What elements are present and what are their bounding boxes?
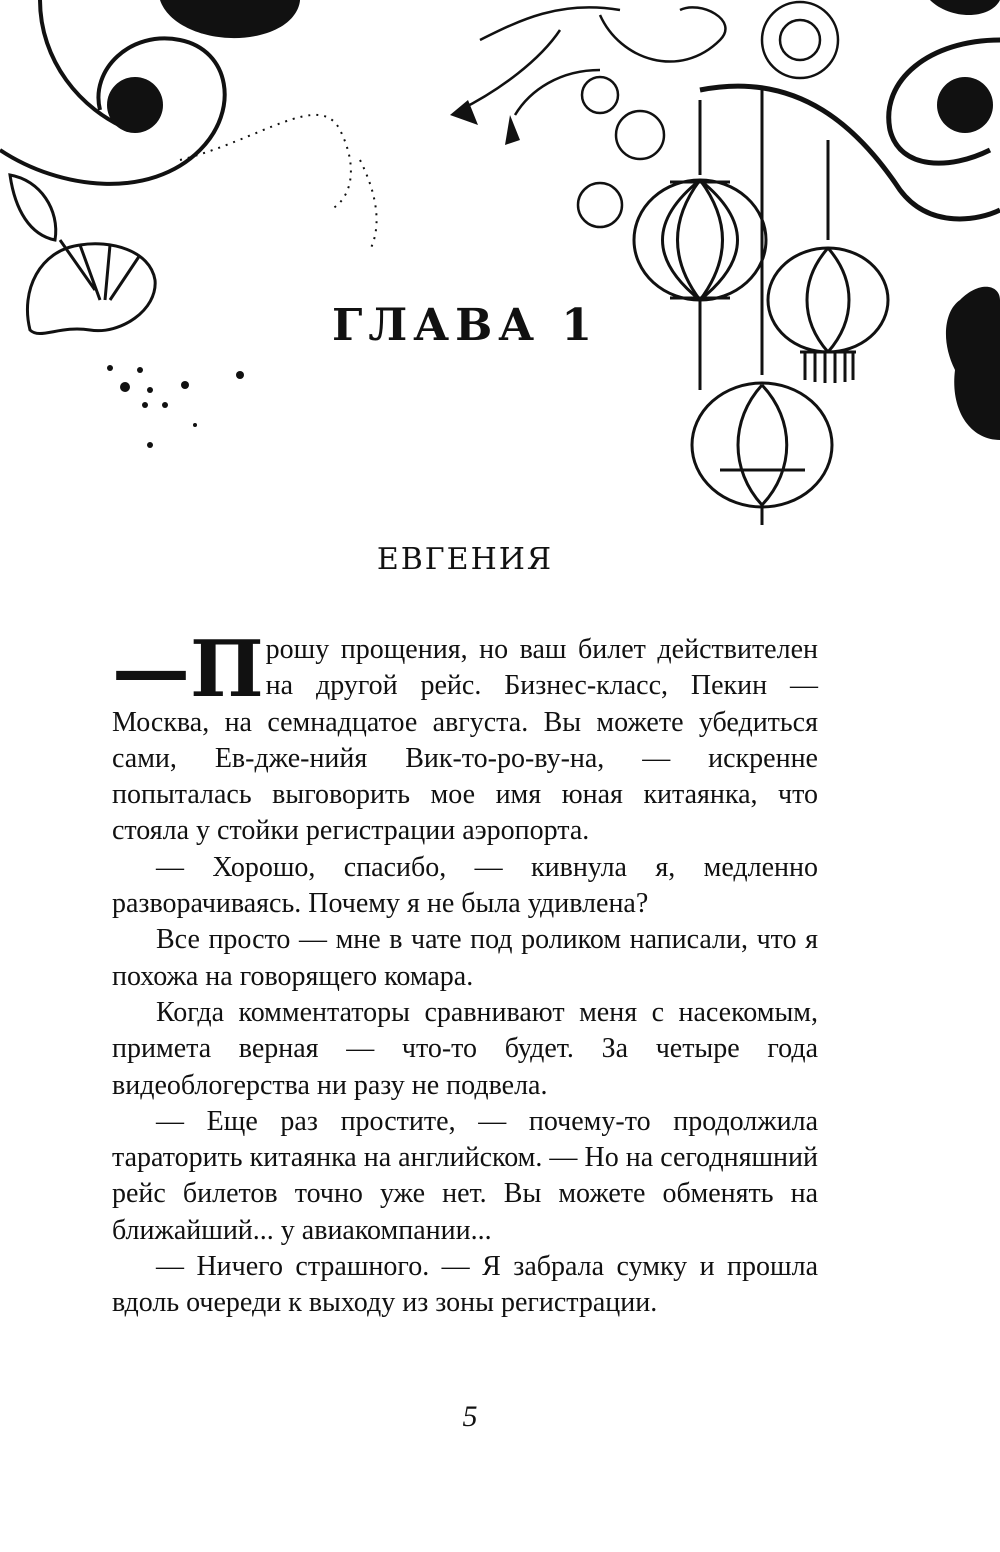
- paragraph: — Еще раз простите, — почему-то продолжила тараторить китаянка на английском. — Но на сегодняшний рейс билетов точно уже нет. Вы можете обменять на ближайший... у авиакомпании...: [112, 1105, 818, 1246]
- drop-cap: —П: [112, 624, 264, 715]
- paragraph: — Ничего страшного. — Я забрала сумку и прошла вдоль очереди к выходу из зоны регистрации.: [112, 1251, 818, 1319]
- page-number: 5: [462, 1400, 478, 1433]
- floral-lantern-ornament: [0, 0, 1000, 540]
- chapter-title: ГЛАВА 1: [331, 300, 599, 351]
- paragraph: — Хорошо, спасибо, — кивнула я, медленно разворачиваясь. Почему я не была удивлена?: [112, 851, 818, 920]
- paragraph: Когда комментаторы сравнивают меня с насекомым, примета верная — что-то будет. За четыре года видеоблогерства ни разу не подвела.: [112, 996, 818, 1101]
- paragraph-first-text: рошу прощения, но ваш билет действителен на другой рейс. Бизнес-класс, Пекин — Москва, на семнадцатое августа. Вы можете убедиться сами, Ев-дже-нийя Вик-то-ро-ву-на, — искренне попыталась выговорить мое имя юная китаянка, что стояла у стойки регистрации аэропорта.: [112, 634, 818, 847]
- paragraph-first: [112, 624, 818, 850]
- paragraph: Все просто — мне в чате под роликом написали, что я похожа на говорящего комара.: [112, 924, 818, 992]
- chapter-body-text: [112, 624, 818, 1322]
- chapter-character-heading: ЕВГЕНИЯ: [376, 542, 554, 577]
